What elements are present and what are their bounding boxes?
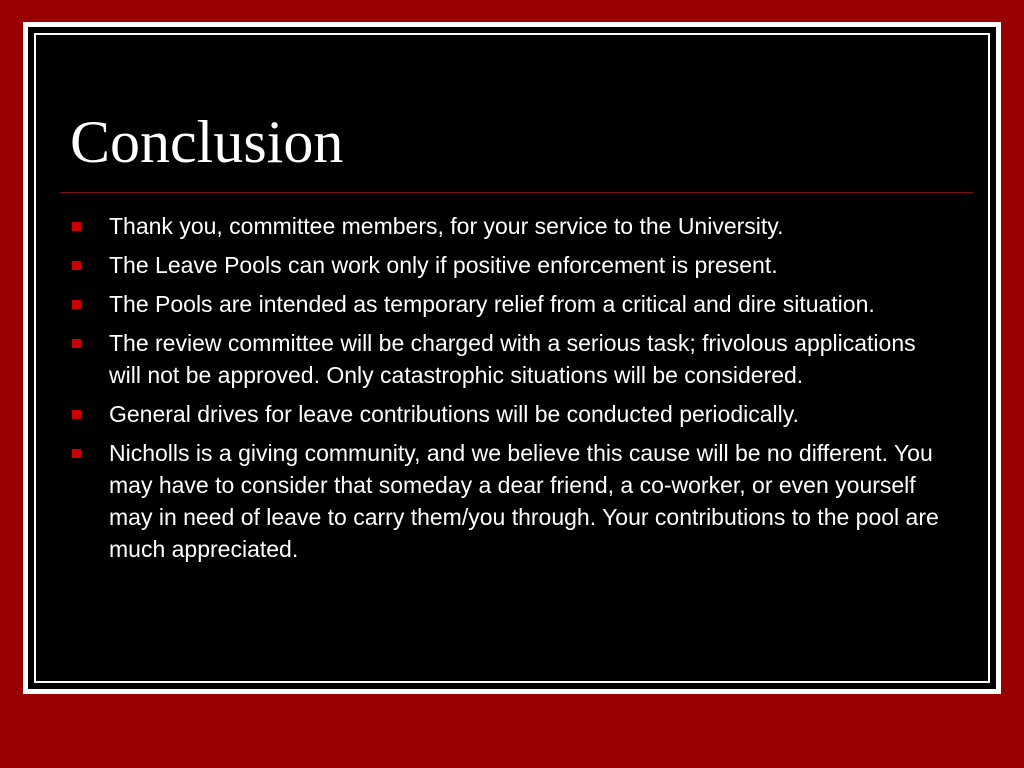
bullet-text: Thank you, committee members, for your service to the University. bbox=[109, 213, 784, 239]
square-bullet-icon bbox=[72, 410, 81, 419]
bullet-text: The Leave Pools can work only if positive enforcement is present. bbox=[109, 252, 778, 278]
slide-title: Conclusion bbox=[70, 109, 344, 175]
square-bullet-icon bbox=[72, 261, 81, 270]
bullet-item bbox=[70, 437, 950, 565]
bullet-text: The review committee will be charged with a serious task; frivolous applications will not be approved. Only catastrophic situations will be considered. bbox=[109, 330, 916, 388]
bullet-text: The Pools are intended as temporary relief from a critical and dire situation. bbox=[109, 291, 875, 317]
square-bullet-icon bbox=[72, 449, 81, 458]
square-bullet-icon bbox=[72, 339, 81, 348]
bullet-text: General drives for leave contributions will be conducted periodically. bbox=[109, 401, 799, 427]
square-bullet-icon bbox=[72, 300, 81, 309]
bullet-item bbox=[70, 288, 950, 320]
bullet-item bbox=[70, 210, 950, 242]
title-divider bbox=[60, 192, 973, 193]
bullet-item bbox=[70, 327, 950, 391]
bullet-item bbox=[70, 398, 950, 430]
bullet-list bbox=[70, 210, 950, 572]
bullet-text: Nicholls is a giving community, and we believe this cause will be no different. You may have to consider that someday a dear friend, a co-worker, or even yourself may in need of leave to carry them/you through. Your contributions to the pool are much appreciated. bbox=[109, 440, 939, 562]
bullet-item bbox=[70, 249, 950, 281]
square-bullet-icon bbox=[72, 222, 81, 231]
